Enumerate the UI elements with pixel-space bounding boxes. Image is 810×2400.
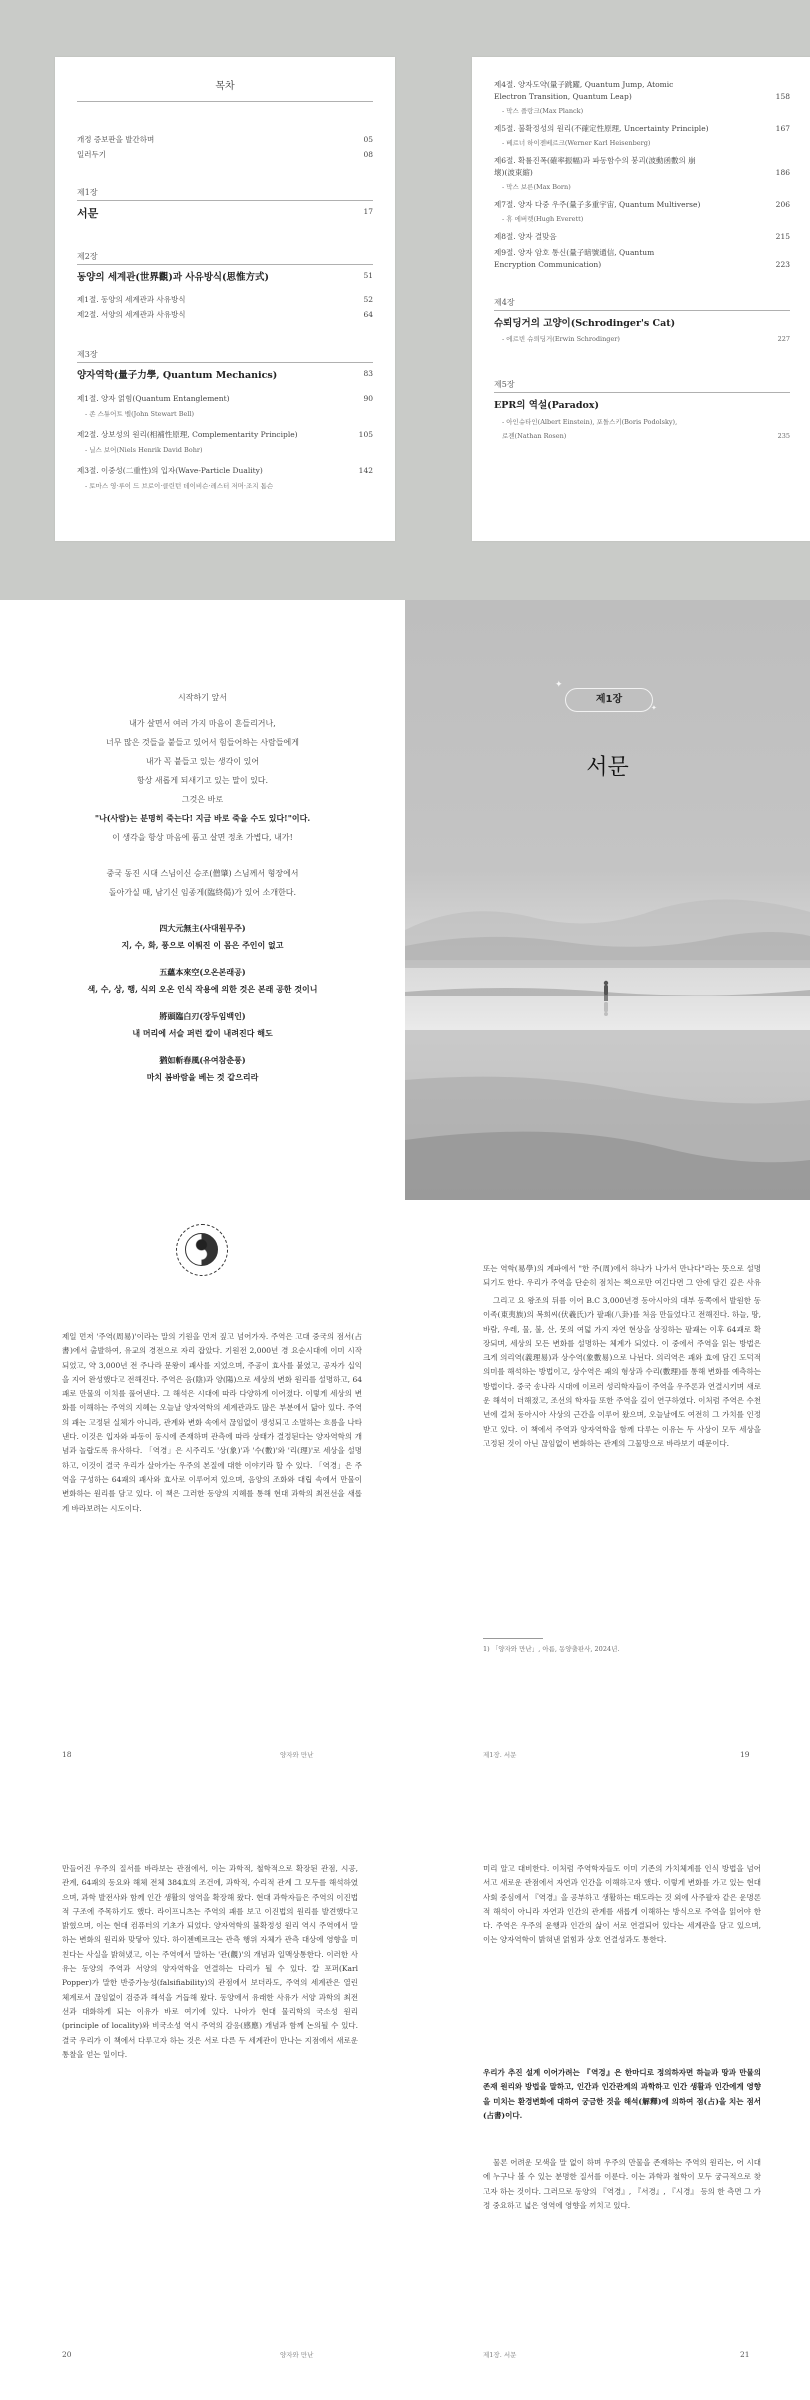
chapter-title: 서문 xyxy=(586,755,629,780)
toc-chapter-heading[interactable] xyxy=(77,269,373,283)
toc-entry-title: - 휴 에버렛(Hugh Everett) xyxy=(502,215,584,223)
prologue-line: 내가 꼭 붙들고 있는 생각이 있어 xyxy=(145,757,260,766)
toc-entry-author[interactable] xyxy=(494,334,790,345)
toc-chapter-title: 서문 xyxy=(77,207,99,220)
toc-chapter-label: 제2장 xyxy=(77,252,98,261)
prologue-line: 내가 살면서 여러 가지 마음이 흔들리거나, xyxy=(129,719,276,728)
toc-entry-author xyxy=(494,106,790,117)
sparkle-icon: ✦ xyxy=(555,680,563,690)
toc-entry-author xyxy=(77,409,373,420)
toc-entry-title: - 아인슈타인(Albert Einstein), 포돌스키(Boris Podolsky), xyxy=(502,418,678,426)
toc-entry-title: 제2절. 상보성의 원리(相補性原理, Complementarity Principle) xyxy=(77,430,298,439)
toc-entry[interactable] xyxy=(77,465,373,476)
toc-chapter-page: 17 xyxy=(363,207,373,216)
toc-entry[interactable] xyxy=(77,149,373,160)
toc-page-left xyxy=(55,57,395,541)
toc-chapter-heading[interactable] xyxy=(494,397,790,411)
yin-yang-icon xyxy=(185,1233,218,1266)
emphasized-paragraph: 우리가 추진 설계 이어가려는 『역경』은 한마디로 정의하자면 하늘과 땅과 만물의 존재 원리와 방법을 말하고, 인간과 인간관계의 과학하고 인간 생활과 인간에게 영향을 미치는 환경변화에 대하여 궁금한 것을 해석(解釋)에 의하여 점(占)을 치는 점서(占書)이다. xyxy=(483,2068,761,2120)
toc-entry-title: 壞)(波束縮) xyxy=(494,168,533,177)
toc-entry-page: 227 xyxy=(777,335,790,343)
toc-entry[interactable] xyxy=(494,91,790,102)
toc-entry-title: 로젠(Nathan Rosen) xyxy=(502,432,567,440)
footnote-divider xyxy=(483,1638,543,1639)
prologue-line: 항상 새롭게 되새기고 있는 말이 있다. xyxy=(136,776,269,785)
toc-entry[interactable] xyxy=(494,247,790,258)
toc-entry-author[interactable] xyxy=(494,431,790,442)
toc-entry-title: - 토마스 영·루이 드 브로이·클린턴 데이비슨·레스터 저머·조지 톰슨 xyxy=(85,482,274,490)
toc-entry-author xyxy=(494,138,790,149)
prologue-spread xyxy=(0,600,810,1200)
toc-entry-page: 167 xyxy=(775,124,790,133)
toc-entry[interactable] xyxy=(494,155,790,166)
toc-entry-page: 142 xyxy=(358,466,373,475)
toc-entry-title: 제8절. 양자 결맞음 xyxy=(494,232,557,241)
toc-chapter-page: 83 xyxy=(363,369,373,378)
toc-entry-title: - 에르빈 슈뢰딩거(Erwin Schrodinger) xyxy=(502,335,620,343)
text-spread-18-19 xyxy=(0,1200,810,1800)
toc-chapter-label: 제3장 xyxy=(77,350,98,359)
toc-divider xyxy=(77,101,373,102)
page-number: 20 xyxy=(62,2350,72,2359)
prologue-line: 그것은 바로 xyxy=(181,795,224,804)
toc-chapter-heading[interactable] xyxy=(77,205,373,221)
verse-translation: 지, 수, 화, 풍으로 이뤄진 이 몸은 주인이 없고 xyxy=(121,940,284,950)
toc-entry-title: 제9절. 양자 암호 통신(量子暗號通信, Quantum xyxy=(494,248,655,257)
toc-chapter-title: 동양의 세계관(世界觀)과 사유방식(思惟方式) xyxy=(77,272,270,283)
running-header: 제1장. 서문 xyxy=(483,2351,517,2359)
toc-entry-page: 105 xyxy=(358,430,373,439)
toc-entry-title: 제1절. 양자 얽힘(Quantum Entanglement) xyxy=(77,394,230,403)
toc-entry-title: 제2절. 서양의 세계관과 사유방식 xyxy=(77,310,186,319)
toc-chapter-heading[interactable] xyxy=(77,367,373,381)
sparkle-icon: ✦ xyxy=(651,704,657,712)
misty-lake-illustration xyxy=(405,600,810,1200)
toc-entry-title: 제4절. 양자도약(量子跳躍, Quantum Jump, Atomic xyxy=(494,80,674,89)
toc-entry-page: 08 xyxy=(363,150,373,159)
verse-hanja: 五蘊本來空(오온본래공) xyxy=(159,967,246,977)
running-header: 양자와 만난 xyxy=(280,1751,314,1759)
toc-entry-author xyxy=(494,214,790,225)
toc-entry-title: 제5절. 불확정성의 원리(不確定性原理, Uncertainty Principle) xyxy=(494,124,709,133)
toc-entry-page: 235 xyxy=(777,432,790,440)
toc-chapter-heading[interactable] xyxy=(494,315,790,329)
toc-entry-title: - 막스 보른(Max Born) xyxy=(502,183,571,191)
toc-chapter-label: 제4장 xyxy=(494,298,515,307)
toc-spread xyxy=(0,0,810,600)
footnote: 1) 「양자와 만난」, 아름, 동양출판사, 2024년. xyxy=(483,1645,620,1653)
toc-entry-page: 186 xyxy=(775,168,790,177)
toc-entry[interactable] xyxy=(494,123,790,134)
prologue-line: 이 생각을 항상 마음에 품고 살면 정초 가볍다, 내가! xyxy=(112,833,293,842)
verse-translation: 색, 수, 상, 행, 식의 오온 인식 작용에 의한 것은 본래 공한 것이니 xyxy=(87,984,318,994)
toc-chapter-label: 제5장 xyxy=(494,380,515,389)
body-paragraph: 물론 어려운 모색을 말 없이 하며 우주의 만물을 존재하는 주역의 원리는, 어 시대에 누구나 볼 수 있는 분명한 질서를 이룬다. 이는 과학과 철학이 모두 궁극적으로 찾고자 하는 것이다. 그러므로 동양의 『역경』, 『서경』, 『시경』 등의 한 측면 그 가정 중요하고 넓은 영역에 영향을 끼치고 있다. xyxy=(483,2158,761,2210)
toc-chapter-page: 51 xyxy=(363,271,373,280)
toc-entry[interactable] xyxy=(494,167,790,178)
toc-page-right xyxy=(472,57,810,541)
toc-entry[interactable] xyxy=(77,393,373,404)
body-paragraph: 제일 먼저 '주역(周易)'이라는 말의 기원을 먼저 짚고 넘어가자. 주역은 고대 중국의 점서(占書)에서 출발하여, 유교의 경전으로 자리 잡았다. 기원전 2,000년 경 요순시대에 이미 시작되었고, 약 3,000년 전 주나라 문왕이 괘사를 지었으며, 주공이 효사를 붙였고, 공자가 십익을 지어 완성했다고 전해진다. 주역은 음(陰)과 양(陽)으로 세상의 변화 원리를 설명하고, 64괘로 만물의 이치를 풀어낸다. 그 해석은 시대에 따라 다양하게 이어졌다. 이렇게 세상의 변화를 이해하는 주역의 지혜는 오늘날 양자역학의 세계관과도 많은 부분에서 닮아 있다. 주역의 괘는 고정된 실체가 아니라, 관계와 변화 속에서 끊임없이 생성되고 소멸하는 흐름을 나타낸다. 이것은 입자와 파동이 동시에 존재하며 관측에 따라 상태가 결정된다는 양자역학의 개념과 놀랍도록 유사하다. 「역경」은 시주리도 '상(象)'과 '수(數)'와 '리(理)'로 세상을 설명하고, 이것이 결국 우리가 살아가는 우주의 본질에 대한 이야기라 할 수 있다. 「역경」은 주역을 구성하는 64괘의 괘사와 효사로 이루어져 있으며, 음양의 조화와 대립 속에서 만물이 변화하는 원리를 담고 있다. 이 책은 그러한 동양의 지혜를 통해 현대 과학의 최전선을 새롭게 바라보려는 시도이다. xyxy=(62,1332,362,1513)
toc-entry-page: 64 xyxy=(363,310,373,319)
toc-entry-title: 제7절. 양자 다중 우주(量子多重宇宙, Quantum Multiverse) xyxy=(494,200,701,209)
toc-title: 목차 xyxy=(215,81,235,92)
toc-chapter-label: 제1장 xyxy=(77,188,98,197)
toc-entry-author xyxy=(494,182,790,193)
toc-entry[interactable] xyxy=(494,199,790,210)
toc-entry-title: - 존 스튜어트 벨(John Stewart Bell) xyxy=(85,410,195,418)
page-number: 18 xyxy=(62,1750,72,1759)
verse-hanja: 四大元無主(사대원무주) xyxy=(159,923,246,933)
toc-entry[interactable] xyxy=(494,79,790,90)
chapter-badge: 제1장 xyxy=(565,688,653,712)
toc-chapter-title: EPR의 역설(Paradox) xyxy=(494,400,599,411)
toc-entry[interactable] xyxy=(494,231,790,242)
toc-divider xyxy=(77,362,373,363)
prologue-quote: "나(사람)는 분명히 죽는다! 지금 바로 죽을 수도 있다!"이다. xyxy=(94,813,311,823)
toc-entry-page: 206 xyxy=(775,200,790,209)
toc-entry-page: 223 xyxy=(775,260,790,269)
toc-entry[interactable] xyxy=(77,294,373,305)
body-paragraph: 미리 알고 대비한다. 이처럼 주역학자들도 이미 기존의 가치체계를 인식 방법을 넘어서고 새로운 관점에서 자연과 인간을 이해하고자 했다. 이렇게 변화를 가고 있는 현대사회 중심에서 『역경』을 공부하고 생활하는 태도라는 것 외에 사주팔자 같은 운명론적 해석이 아니라 자연과 인간의 관계를 새롭게 이해하는 방식으로 주역을 읽어야 한다. 주역은 우주의 운행과 인간의 삶이 서로 연결되어 있다는 세계관을 담고 있으며, 이는 양자역학이 밝혀낸 얽힘과 상호 연결성과도 통한다. xyxy=(483,1864,761,1945)
toc-entry-page: 90 xyxy=(363,394,373,403)
body-paragraph: 만들어진 우주의 질서를 바라보는 관점에서, 이는 과학적, 철학적으로 확장된 관점, 시공, 관계, 64괘의 동요와 해체 전체 384효의 조건에, 과학적, 수리적 관계 그 모두를 해석하였으며, 과학 발전사와 함께 인간 생활의 영역을 확장해 왔다. 현대 과학자들은 주역의 이진법적 구조에 주목하기도 했다. 라이프니츠는 주역의 괘를 보고 이진법의 원리를 발견했다고 밝혔으며, 이는 현대 컴퓨터의 기초가 되었다. 양자역학의 불확정성 원리 역시 주역에서 말하는 변화의 원리와 맞닿아 있다. 하이젠베르크는 관측 행위 자체가 관측 대상에 영향을 미친다는 사실을 밝혀냈고, 이는 주역에서 말하는 '관(觀)'의 개념과 일맥상통한다. 이러한 사유는 동양의 주역과 서양의 양자역학을 연결하는 다리가 될 수 있다. 칼 포퍼(Karl Popper)가 말한 반증가능성(falsifiability)의 관점에서 보더라도, 주역의 세계관은 열린 체계로서 끊임없이 검증과 해석을 거듭해 왔다. 동양에서 유래한 사유가 서양 과학의 최전선과 대화하게 되는 이유가 바로 여기에 있다. 나아가 현대 물리학의 국소성 원리(principle of locality)와 비국소성 역시 주역의 감응(感應) 개념과 함께 논의될 수 있다. 결국 우리가 이 책에서 다루고자 하는 것은 서로 다른 두 세계관이 만나는 지점에서 새로운 통찰을 얻는 일이다. xyxy=(62,1864,358,2059)
toc-entry-author xyxy=(77,445,373,456)
prologue-line: 돌아가실 때, 남기신 임종게(臨終偈)가 있어 소개한다. xyxy=(108,888,297,897)
toc-entry[interactable] xyxy=(77,134,373,145)
prologue-page xyxy=(0,600,405,1200)
toc-entry-title: 개정 증보판을 발간하며 xyxy=(77,135,155,144)
verse-hanja: 將頭臨白刃(장두임백인) xyxy=(159,1011,246,1021)
toc-divider xyxy=(494,310,790,311)
yin-yang-bagua-icon xyxy=(176,1224,228,1276)
toc-entry-page: 215 xyxy=(775,232,790,241)
toc-entry-title: 일러두기 xyxy=(77,150,106,159)
prologue-line: 중국 동진 시대 스님이신 승조(僧肇) 스님께서 형장에서 xyxy=(106,869,299,878)
toc-entry-page: 05 xyxy=(363,135,373,144)
page-21 xyxy=(405,1800,810,2400)
verse-translation: 마치 봄바람을 베는 것 같으리라 xyxy=(146,1072,259,1082)
prologue-line: 너무 많은 것들을 붙들고 있어서 힘들어하는 사람들에게 xyxy=(106,738,299,747)
running-header: 제1장. 서문 xyxy=(483,1751,517,1759)
verse-hanja: 猶如斬春風(유여참춘풍) xyxy=(159,1055,246,1065)
chapter-opener-page xyxy=(405,600,810,1200)
prologue-line: 시작하기 앞서 xyxy=(178,693,227,702)
toc-chapter-title: 양자역학(量子力學, Quantum Mechanics) xyxy=(77,370,278,381)
toc-entry-title: - 막스 플랑크(Max Planck) xyxy=(502,107,584,115)
toc-entry-title: - 닐스 보어(Niels Henrik David Bohr) xyxy=(85,446,203,454)
toc-entry-author xyxy=(77,481,373,492)
toc-entry[interactable] xyxy=(77,429,373,440)
toc-entry-title: 제3절. 이중성(二重性)의 입자(Wave-Particle Duality) xyxy=(77,466,263,475)
toc-entry-page: 158 xyxy=(775,92,790,101)
page-18 xyxy=(0,1200,405,1800)
page-19 xyxy=(405,1200,810,1800)
toc-entry-page: 52 xyxy=(363,295,373,304)
toc-entry[interactable] xyxy=(494,259,790,270)
running-header: 양자와 만난 xyxy=(280,2351,314,2359)
page-number: 21 xyxy=(740,2350,750,2359)
toc-divider xyxy=(77,200,373,201)
toc-chapter-title: 슈뢰딩거의 고양이(Schrodinger's Cat) xyxy=(494,318,676,329)
toc-entry-title: 제1절. 동양의 세계관과 사유방식 xyxy=(77,295,186,304)
toc-entry[interactable] xyxy=(77,309,373,320)
toc-entry-title: - 베르너 하이젠베르크(Werner Karl Heisenberg) xyxy=(502,139,651,147)
page-number: 19 xyxy=(740,1750,750,1759)
text-spread-20-21 xyxy=(0,1800,810,2400)
page-20 xyxy=(0,1800,405,2400)
verse-translation: 내 머리에 서슬 퍼런 칼이 내려진다 해도 xyxy=(132,1028,273,1038)
toc-entry-title: Electron Transition, Quantum Leap) xyxy=(494,92,632,101)
toc-entry-title: Encryption Communication) xyxy=(494,260,602,269)
toc-entry-author xyxy=(494,417,790,428)
toc-divider xyxy=(77,264,373,265)
toc-entry-title: 제6절. 확률진폭(確率振幅)과 파동함수의 붕괴(波動函數의 崩 xyxy=(494,156,696,165)
body-paragraph: 그리고 요 왕조의 뒤를 이어 B.C 3,000년경 동아시아의 대부 동쪽에서 발원한 동이족(東夷族)의 복희씨(伏羲氏)가 팔괘(八卦)를 처음 만들었다고 전해진다. 하늘, 땅, 바람, 우레, 물, 불, 산, 못의 여덟 가지 자연 현상을 상징하는 팔괘는 이후 64괘로 확장되며, 세상의 모든 변화를 설명하는 체계가 되었다. 이 중에서 주역을 읽는 방법은 크게 의리역(義理易)과 상수역(象數易)으로 나뉜다. 의리역은 괘와 효에 담긴 도덕적 의미를 해석하는 방법이고, 상수역은 괘의 형상과 수리(數理)를 통해 변화를 예측하는 방법이다. 중국 송나라 시대에 이르러 성리학자들이 주역을 우주론과 연결시키며 새로운 해석이 더해졌고, 조선의 학자들 또한 주역을 깊이 연구하였다. 이처럼 주역은 수천 년에 걸쳐 동아시아 사상의 근간을 이루어 왔으며, 오늘날에도 여전히 그 가치를 인정받고 있다. 이 책에서 주역과 양자역학을 함께 다루는 이유는 두 사상이 모두 세상을 고정된 것이 아닌 끊임없이 변화하는 관계의 그물망으로 바라보기 때문이다. xyxy=(483,1296,761,1448)
body-paragraph: 또는 역학(易學)의 계파에서 "한 주(周)에서 하나가 나가서 만나다"라는 뜻으로 설명되기도 한다. 우리가 주역을 단순히 점치는 책으로만 여긴다면 그 안에 담긴 깊은 사유 xyxy=(483,1264,761,1288)
toc-divider xyxy=(494,392,790,393)
